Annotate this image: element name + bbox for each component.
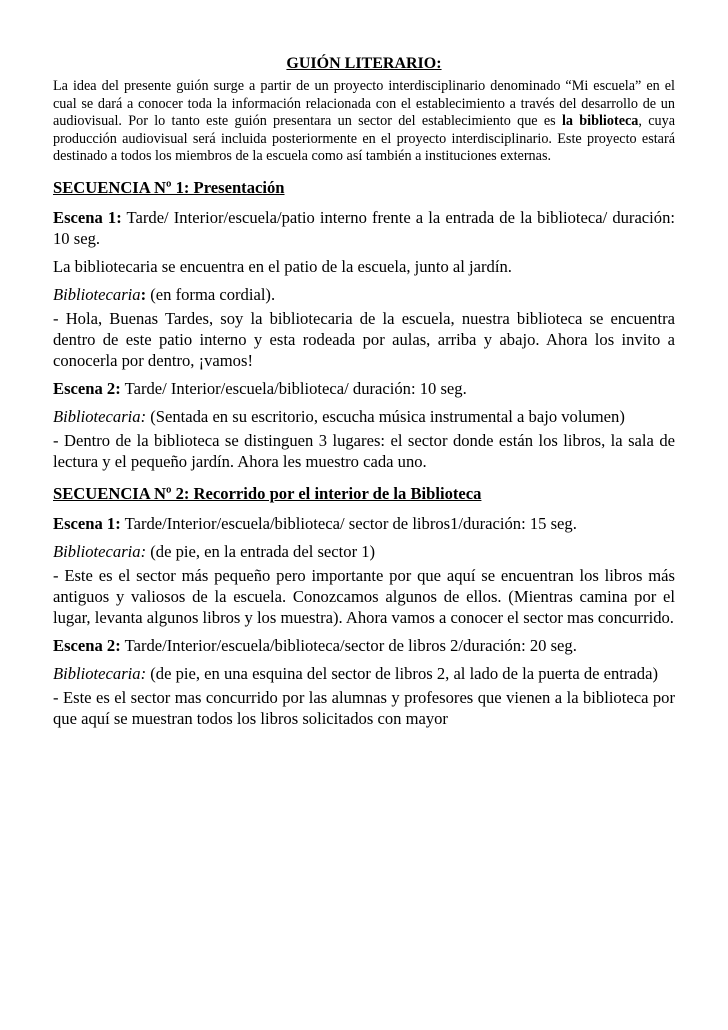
seq1-scene2-dialogue: - Dentro de la biblioteca se distinguen 3 lugares: el sector donde están los libros, la sala de lectura y el pequeño jardín. Ahora les muestro cada uno. (53, 430, 675, 471)
stage-direction: (Sentada en su escritorio, escucha música instrumental a bajo volumen) (146, 406, 625, 426)
character-name: Bibliotecaria: (53, 663, 147, 683)
seq2-scene2-dialogue: - Este es el sector mas concurrido por las alumnas y profesores que vienen a la biblioteca por que aquí se muestran todos los libros solicitados con mayor (53, 687, 675, 728)
stage-direction: (en forma cordial). (146, 284, 276, 304)
intro-paragraph (53, 78, 675, 166)
character-name: Bibliotecaria: (53, 406, 147, 426)
seq2-scene2-heading (53, 635, 675, 656)
seq2-scene2-character-line (53, 663, 675, 684)
character-name: Bibliotecaria (53, 284, 141, 304)
seq1-scene2-heading (53, 378, 675, 399)
scene-details: Tarde/Interior/escuela/biblioteca/ sector de libros1/duración: 15 seg. (120, 513, 577, 533)
seq1-scene1-description: La bibliotecaria se encuentra en el patio de la escuela, junto al jardín. (53, 256, 512, 276)
seq1-scene2-character-line (53, 406, 675, 427)
seq1-scene1-heading (53, 207, 675, 249)
seq1-scene1-character-line (53, 284, 675, 305)
document-title: GUIÓN LITERARIO: (286, 55, 442, 72)
seq1-scene1-dialogue: - Hola, Buenas Tardes, soy la bibliotecaria de la escuela, nuestra biblioteca se encuentra dentro de este patio interno y esta rodeada por aulas, arriba y abajo. Ahora los invito a conocerla por dentro, ¡vamos! (53, 308, 675, 370)
scene-label: Escena 2: (53, 635, 121, 655)
scene-label: Escena 1: (53, 207, 122, 227)
sequence-1-heading: SECUENCIA Nº 1: Presentación (53, 177, 285, 197)
intro-text-end: , cuya producción audiovisual será incluida posteriormente en el proyecto interdisciplinario. Este proyecto estará destinado a todos los miembros de la escuela como así también a instituciones externas. (53, 113, 675, 165)
seq2-scene1-dialogue: - Este es el sector más pequeño pero importante por que aquí se encuentran los libros más antiguos y valiosos de la escuela. Conozcamos algunos de ellos. (Mientras camina por el lugar, levanta algunos libros y los muestra). Ahora vamos a conocer el sector mas concurrido. (53, 565, 675, 627)
scene-details: Tarde/ Interior/escuela/biblioteca/ duración: 10 seg. (120, 378, 467, 398)
sequence-2-heading: SECUENCIA Nº 2: Recorrido por el interior de la Biblioteca (53, 483, 482, 503)
scene-label: Escena 1: (53, 513, 121, 533)
document-page (53, 54, 675, 736)
scene-details: Tarde/ Interior/escuela/patio interno frente a la entrada de la biblioteca/ duración: 10 seg. (53, 207, 675, 248)
seq2-scene1-heading (53, 513, 675, 534)
stage-direction: (de pie, en la entrada del sector 1) (146, 541, 376, 561)
character-colon: : (140, 284, 147, 304)
scene-label: Escena 2: (53, 378, 121, 398)
seq2-scene1-character-line (53, 541, 675, 562)
stage-direction: (de pie, en una esquina del sector de libros 2, al lado de la puerta de entrada) (146, 663, 658, 683)
intro-text-start: La idea del presente guión surge a partir de un proyecto interdisciplinario denominado “Mi escuela” en el cual se dará a conocer toda la información relacionada con el establecimiento a través del desarrollo de un audiovisual. Por lo tanto este guión presentara un sector del establecimiento que es (53, 78, 675, 130)
intro-bold-text: la biblioteca (561, 113, 639, 130)
scene-details: Tarde/Interior/escuela/biblioteca/sector de libros 2/duración: 20 seg. (120, 635, 577, 655)
character-name: Bibliotecaria: (53, 541, 147, 561)
